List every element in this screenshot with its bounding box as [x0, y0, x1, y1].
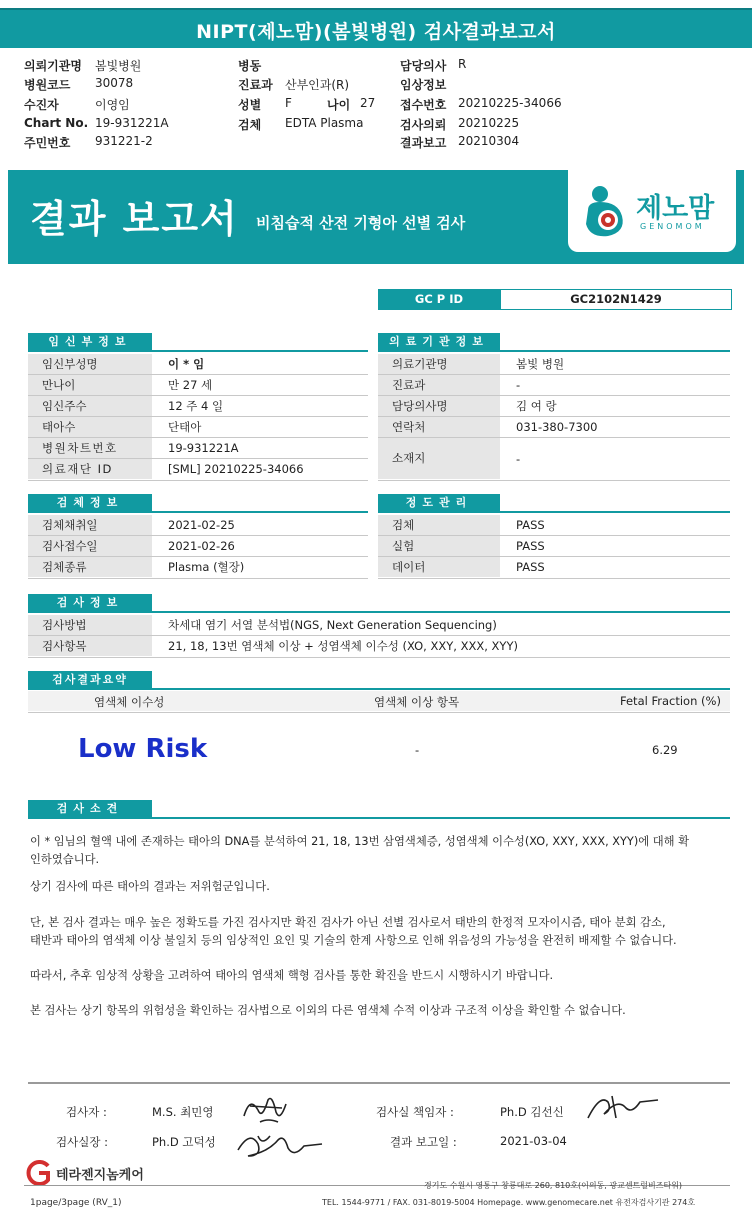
- specimen-receive-value: 2021-02-26: [168, 539, 235, 553]
- gcpid-label: GC P ID: [378, 289, 500, 310]
- section-qc-label: 정도관리: [378, 494, 500, 511]
- result-low-risk: Low Risk: [78, 734, 208, 764]
- findings-p3a: 단, 본 검사 결과는 매우 높은 정확도를 가진 검사지만 확진 검사가 아닌 선별 검사로서 태반의 한정적 모자이시즘, 태아 분회 감소,: [30, 916, 666, 929]
- pregnant-name-key: 임신부성명: [28, 354, 152, 374]
- page-title: NIPT(제노맘)(봄빛병원) 검사결과보고서: [196, 21, 556, 43]
- header-patient-key: 수진자: [24, 98, 59, 112]
- specimen-type-key: 검체종류: [28, 557, 152, 577]
- qc-specimen-key: 검체: [378, 515, 500, 535]
- header-dept-key: 진료과: [238, 78, 273, 92]
- pregnant-age-key: 만나이: [28, 375, 152, 395]
- clinic-doctor-value: 김 여 랑: [516, 399, 557, 413]
- section-findings-line: [28, 817, 730, 819]
- findings-p5: 본 검사는 상기 항목의 위험성을 확인하는 검사법으로 이외의 다른 염색체 수적 이상과 구조적 이상을 확인할 수 없습니다.: [30, 1004, 626, 1017]
- pregnant-chart-key: 병원차트번호: [28, 438, 152, 458]
- section-specimen-label: 검체정보: [28, 494, 152, 511]
- lab-head-value: Ph.D 김선신: [500, 1105, 564, 1119]
- tester-value: M.S. 최민영: [152, 1105, 214, 1119]
- report-date-value: 2021-03-04: [500, 1134, 567, 1148]
- specimen-collect-value: 2021-02-25: [168, 518, 235, 532]
- section-findings-label: 검사소견: [28, 800, 152, 817]
- header-receipt-value: 20210225-34066: [458, 96, 562, 110]
- mother-child-icon: [578, 182, 638, 242]
- findings-p1b: 인하였습니다.: [30, 853, 100, 866]
- result-ff-value: 6.29: [652, 743, 678, 757]
- section-pregnant-line: [28, 350, 368, 352]
- header-age-key: 나이: [327, 98, 351, 112]
- clinic-phone-value: 031-380-7300: [516, 420, 598, 434]
- summary-col-ff: Fetal Fraction (%): [620, 694, 721, 708]
- findings-p4: 따라서, 추후 임상적 상황을 고려하여 태아의 염색체 핵형 검사를 통한 확진을 반드시 시행하시기 바랍니다.: [30, 969, 554, 982]
- chief-value: Ph.D 고덕성: [152, 1135, 216, 1149]
- section-specimen-line: [28, 511, 368, 513]
- genomom-logo: [568, 170, 736, 252]
- qc-specimen-value: PASS: [516, 518, 545, 532]
- pregnant-fetus-key: 태아수: [28, 417, 152, 437]
- signature-divider: [28, 1082, 730, 1084]
- header-code-value: 30078: [95, 76, 134, 90]
- test-method-value: 차세대 염기 서열 분석법(NGS, Next Generation Sequencing): [168, 618, 497, 632]
- tester-key: 검사자 :: [66, 1105, 107, 1119]
- tester-signature: [236, 1092, 296, 1128]
- header-chart-key: Chart No.: [24, 116, 89, 130]
- findings-p3b: 태반과 태아의 염색체 이상 불일치 등의 임상적인 요인 및 기술의 한계 사항으로 인해 위음성의 가능성을 완전히 배제할 수 없습니다.: [30, 934, 677, 947]
- section-clinic-line: [378, 350, 730, 352]
- summary-col-aneuploidy: 염색체 이수성: [94, 695, 165, 709]
- logo-subtext: GENOMOM: [640, 222, 705, 231]
- header-doctor-key: 담당의사: [400, 59, 447, 73]
- section-summary-line: [28, 688, 730, 690]
- header-doctor-value: R: [458, 57, 467, 71]
- header-age-value: 27: [360, 96, 376, 110]
- company-name: 테라젠지놈케어: [56, 1168, 144, 1183]
- banner-subtitle: 비침습적 산전 기형아 선별 검사: [256, 214, 466, 232]
- qc-experiment-value: PASS: [516, 539, 545, 553]
- pregnant-name-value: 이 * 임: [168, 357, 205, 371]
- banner-title: 결과 보고서: [30, 197, 239, 241]
- report-banner: [8, 170, 744, 264]
- findings-p2: 상기 검사에 따른 태아의 결과는 저위험군입니다.: [30, 880, 270, 893]
- clinic-doctor-key: 담당의사명: [378, 396, 500, 416]
- result-abnormal-value: -: [415, 743, 420, 757]
- qc-data-value: PASS: [516, 560, 545, 574]
- qc-experiment-key: 실험: [378, 536, 500, 556]
- header-code-key: 병원코드: [24, 78, 71, 92]
- header-clinical-key: 임상정보: [400, 78, 447, 92]
- page-number: 1page/3page (RV_1): [30, 1198, 122, 1208]
- pregnant-fetus-value: 단태아: [168, 420, 202, 434]
- footer-address: 경기도 수원시 영통구 창룡대로 260, 810호(이의동, 광교센트럴비즈타워): [424, 1181, 683, 1190]
- gcpid-value: GC2102N1429: [500, 289, 732, 310]
- chief-key: 검사실장 :: [56, 1135, 108, 1149]
- clinic-dept-value: -: [516, 378, 521, 392]
- clinic-name-value: 봄빛 병원: [516, 357, 565, 371]
- pregnant-weeks-key: 임신주수: [28, 396, 152, 416]
- header-specimen-key: 검체: [238, 118, 262, 132]
- pregnant-chart-value: 19-931221A: [168, 441, 239, 455]
- clinic-name-key: 의료기관명: [378, 354, 500, 374]
- header-patient-value: 이영임: [95, 98, 130, 112]
- section-summary-label: 검사결과요약: [28, 671, 152, 688]
- section-pregnant-label: 임신부정보: [28, 333, 152, 350]
- header-sex-key: 성별: [238, 98, 262, 112]
- header-id-key: 주민번호: [24, 136, 71, 150]
- logo-text: 제노맘: [636, 193, 715, 224]
- header-request-key: 검사의뢰: [400, 118, 447, 132]
- test-method-key: 검사방법: [28, 615, 152, 635]
- lab-head-key: 검사실 책임자 :: [376, 1105, 454, 1119]
- section-test-label: 검사정보: [28, 594, 152, 611]
- lab-head-signature: [582, 1088, 662, 1128]
- clinic-dept-key: 진료과: [378, 375, 500, 395]
- section-test-line: [28, 611, 730, 613]
- specimen-collect-key: 검체채취일: [28, 515, 152, 535]
- qc-data-key: 데이터: [378, 557, 500, 577]
- test-items-key: 검사항목: [28, 636, 152, 656]
- title-bar: [0, 8, 752, 48]
- header-specimen-value: EDTA Plasma: [285, 116, 364, 130]
- header-request-value: 20210225: [458, 116, 520, 130]
- footer-contact: TEL. 1544-9771 / FAX. 031-8019-5004 Homepage. www.genomecare.net 유전자검사기관 274호: [322, 1198, 696, 1207]
- header-ward-key: 병동: [238, 59, 262, 73]
- report-date-key: 결과 보고일 :: [390, 1135, 457, 1149]
- header-report-key: 결과보고: [400, 136, 447, 150]
- summary-col-abnormal: 염색체 이상 항목: [374, 695, 460, 709]
- pregnant-weeks-value: 12 주 4 일: [168, 399, 224, 413]
- clinic-phone-key: 연락처: [378, 417, 500, 437]
- test-items-value: 21, 18, 13번 염색체 이상 + 성염색체 이수성 (XO, XXY, XXX, XYY): [168, 639, 518, 653]
- specimen-type-value: Plasma (혈장): [168, 560, 245, 574]
- section-clinic-label: 의료기관정보: [378, 333, 500, 350]
- header-sex-value: F: [285, 96, 292, 110]
- pregnant-age-value: 만 27 세: [168, 378, 213, 392]
- chief-signature: [228, 1126, 328, 1166]
- header-report-value: 20210304: [458, 134, 520, 148]
- theragen-logo-icon: [24, 1160, 52, 1186]
- header-info: [0, 54, 752, 152]
- findings-p1a: 이 * 임님의 혈액 내에 존재하는 태아의 DNA를 분석하여 21, 18, 13번 삼염색체증, 성염색체 이수성(XO, XXY, XXX, XYY)에 대해 확: [30, 835, 690, 848]
- specimen-receive-key: 검사접수일: [28, 536, 152, 556]
- clinic-address-value: -: [516, 452, 521, 466]
- pregnant-foundation-value: [SML] 20210225-34066: [168, 462, 304, 476]
- header-institution-value: 봄빛병원: [95, 59, 142, 73]
- pregnant-foundation-key: 의료재단 ID: [28, 459, 152, 479]
- header-chart-value: 19-931221A: [95, 116, 169, 130]
- clinic-address-key: 소재지: [378, 438, 500, 479]
- header-dept-value: 산부인과(R): [285, 78, 350, 92]
- header-receipt-key: 접수번호: [400, 98, 447, 112]
- section-qc-line: [378, 511, 730, 513]
- header-institution: 의뢰기관명: [24, 59, 82, 73]
- header-id-value: 931221-2: [95, 134, 153, 148]
